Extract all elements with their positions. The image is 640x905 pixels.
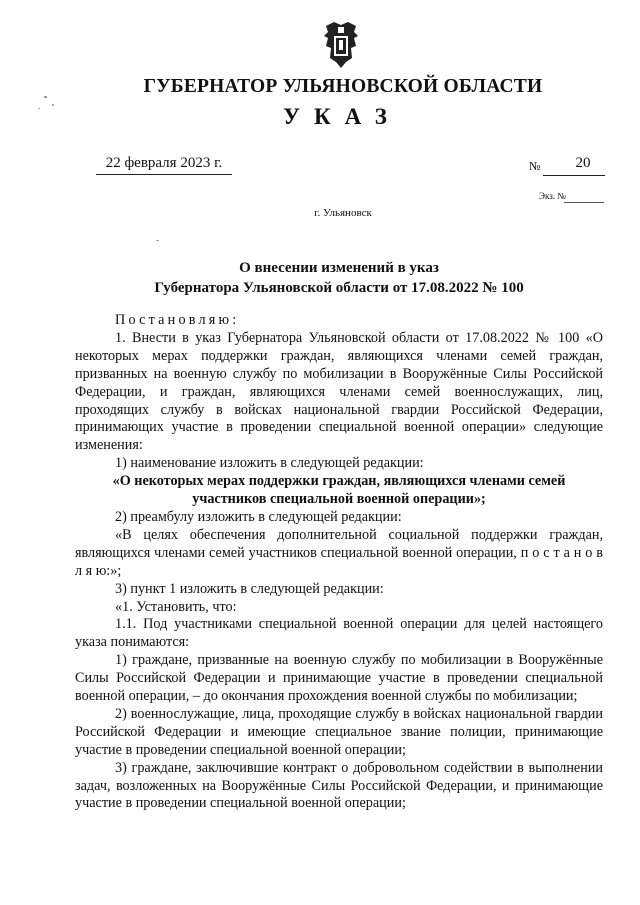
paragraph: 2) преамбулу изложить в следующей редакции: [115,508,402,525]
city: г. Ульяновск [314,207,372,219]
paragraph: 1.1. Под участниками специальной военной операции для целей настоящего указа понимаются: [75,616,603,651]
date-field [96,155,232,175]
date-underline [96,174,232,175]
preamble: Постановляю: [115,312,240,328]
paragraph: «1. Установить, что: [115,598,237,615]
title-line-1: О внесении изменений в указ [239,260,439,276]
paragraph: 1) граждане, призванные на военную службу по мобилизации в Вооружённые Силы Российской Федерации и принимающие участие в проведении специальной военной операции, – до окончания прохождения военной службы по мобилизации; [75,652,603,705]
number-label: № [529,159,541,173]
copy-number-underline [564,202,604,203]
paragraph: 2) военнослужащие, лица, проходящие службу в войсках национальной гвардии Российской Федерации и имеющие специальное звание полиции, принимающие участие в проведении специальной военной операции; [75,705,603,758]
document-body [75,312,603,813]
paragraph: 1. Внести в указ Губернатора Ульяновской области от 17.08.2022 № 100 «О некоторых мерах поддержки граждан, являющихся членами семей граждан, призванных на военную службу по мобилизации в Вооружённые Силы Российской Федерации, и граждан, являющихся членами семей военнослужащих, лиц, проходящих службу в войсках национальной гвардии Российской Федерации, принимающих участие в проведении специальной военной операции» следующие изменения: [75,329,603,454]
document-date: 22 февраля 2023 г. [105,155,223,171]
copy-number-label: Экз. № [539,191,566,201]
paragraph: 3) граждане, заключившие контракт о добровольном содействии в выполнении задач, возложенных на Вооружённые Силы Российской Федерации, и принимающие участие в проведении специальной военной операции; [75,759,603,812]
scan-speck [156,240,159,241]
paragraph: «В целях обеспечения дополнительной социальной поддержки граждан, являющихся членами семей участников специальной военной операции, п о с т а н о в л я ю:»; [75,526,603,579]
document-type: УКАЗ [283,104,401,129]
title-line-2: Губернатора Ульяновской области от 17.08.2022 № 100 [154,280,524,296]
number-underline [543,175,605,176]
issuing-authority: ГУБЕРНАТОР УЛЬЯНОВСКОЙ ОБЛАСТИ [143,76,543,97]
scan-speck [44,96,47,98]
coat-of-arms-icon [318,20,364,72]
new-title-quote: «О некоторых мерах поддержки граждан, являющихся членами семей участников специальной военной операции»; [112,473,566,508]
paragraph: 1) наименование изложить в следующей редакции: [115,455,424,472]
document-number: 20 [575,155,591,171]
scan-speck [38,108,40,109]
paragraph: 3) пункт 1 изложить в следующей редакции: [115,580,384,597]
document-title [0,258,640,298]
scan-speck [52,104,54,106]
